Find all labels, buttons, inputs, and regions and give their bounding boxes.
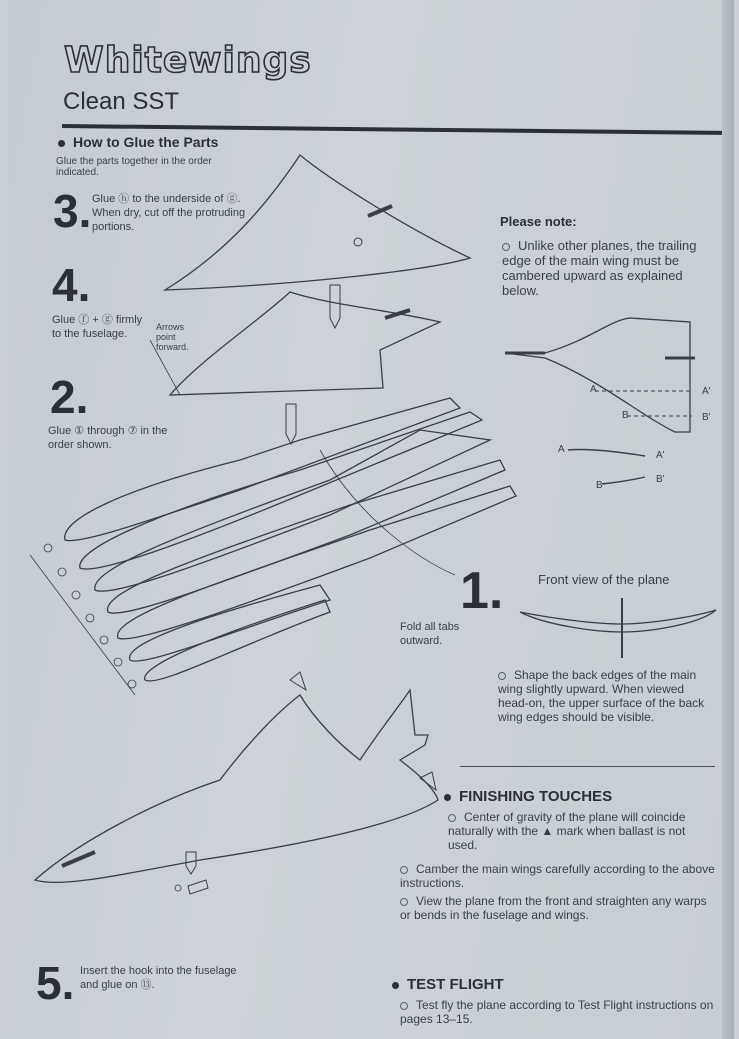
hook-part-drawing [188, 880, 208, 894]
front-view-instruction-text: Shape the back edges of the main wing slightly upward. When viewed head-on, the upper surface of the back wing edges should be visible. [498, 668, 705, 724]
step2-number: 2. [50, 371, 89, 423]
arrow-icon [290, 672, 306, 690]
step3-text: Glue ⓗ to the underside of ⓖ. When dry, cut off the protruding portions. [92, 193, 246, 233]
step4-text: Glue ⓕ + ⓖ firmly to the fuselage. [52, 314, 143, 340]
label-b-prime-section: B' [656, 474, 665, 485]
finishing-item-text: Camber the main wings carefully according to the above instructions. [400, 862, 715, 890]
down-arrow-icon [330, 285, 340, 328]
label-a-prime-section: A' [656, 450, 665, 461]
arrows-note: Arrows point forward. [156, 322, 189, 352]
finishing-heading-text: FINISHING TOUCHES [459, 788, 613, 805]
down-arrow-icon [286, 404, 296, 444]
glue-heading-text: How to Glue the Parts [73, 134, 219, 150]
leader-line [150, 340, 180, 395]
cockpit-mark [62, 852, 95, 866]
step4-number: 4. [52, 259, 91, 311]
label-b-section: B [596, 480, 603, 491]
fuselage-layer-7 [145, 600, 330, 681]
front-view-caption: Front view of the plane [538, 572, 670, 587]
fuselage-layer-2 [80, 412, 482, 569]
section-profile-a [568, 449, 645, 456]
section-profile-b [602, 477, 645, 484]
step1-number: 1. [460, 562, 504, 620]
glue-intro: Glue the parts together in the order indicated. [56, 156, 212, 178]
wing-slot-mark [385, 310, 410, 318]
step1-text: Fold all tabs outward. [400, 621, 460, 647]
front-view-drawing [520, 610, 716, 632]
label-a-prime: A' [702, 386, 711, 397]
fuselage-layer-5 [118, 486, 516, 639]
finishing-item-text: View the plane from the front and straighten any warps or bends in the fuselage and wings. [400, 894, 707, 922]
label-b: B [622, 410, 629, 421]
label-a-section: A [558, 444, 565, 455]
brand-logo: Whitewings [64, 40, 312, 81]
please-note-body: Unlike other planes, the trailing edge of the main wing must be cambered upward as explained below. [502, 238, 697, 298]
please-note-heading: Please note: [500, 214, 577, 229]
page-title: Clean SST [63, 88, 180, 115]
order-guide-line [30, 555, 135, 695]
step5-number: 5. [36, 957, 75, 1009]
fuselage-layer-1 [65, 398, 460, 541]
test-flight-heading-text: TEST FLIGHT [407, 976, 504, 993]
step3-number: 3. [53, 185, 92, 237]
label-a: A [590, 384, 597, 395]
arrow-icon [420, 772, 436, 790]
step2-text: Glue ① through ⑦ in the order shown. [48, 425, 168, 451]
test-flight-body: Test fly the plane according to Test Flight instructions on pages 13–15. [400, 998, 714, 1026]
label-b-prime: B' [702, 412, 711, 423]
part-label-circle [175, 885, 181, 891]
part-label-circle [354, 238, 362, 246]
step5-text: Insert the hook into the fuselage and glue on ⑬. [80, 965, 237, 991]
camber-wing-drawing [505, 318, 690, 432]
finishing-item-text: Center of gravity of the plane will coincide naturally with the ▲ mark when ballast is not used. [448, 810, 686, 852]
fuselage-layer-4 [108, 460, 505, 620]
main-wing-top-drawing [165, 155, 470, 290]
wing-assembly-drawing [170, 292, 440, 395]
part-number-circles [44, 544, 136, 688]
leader-line [320, 450, 455, 575]
